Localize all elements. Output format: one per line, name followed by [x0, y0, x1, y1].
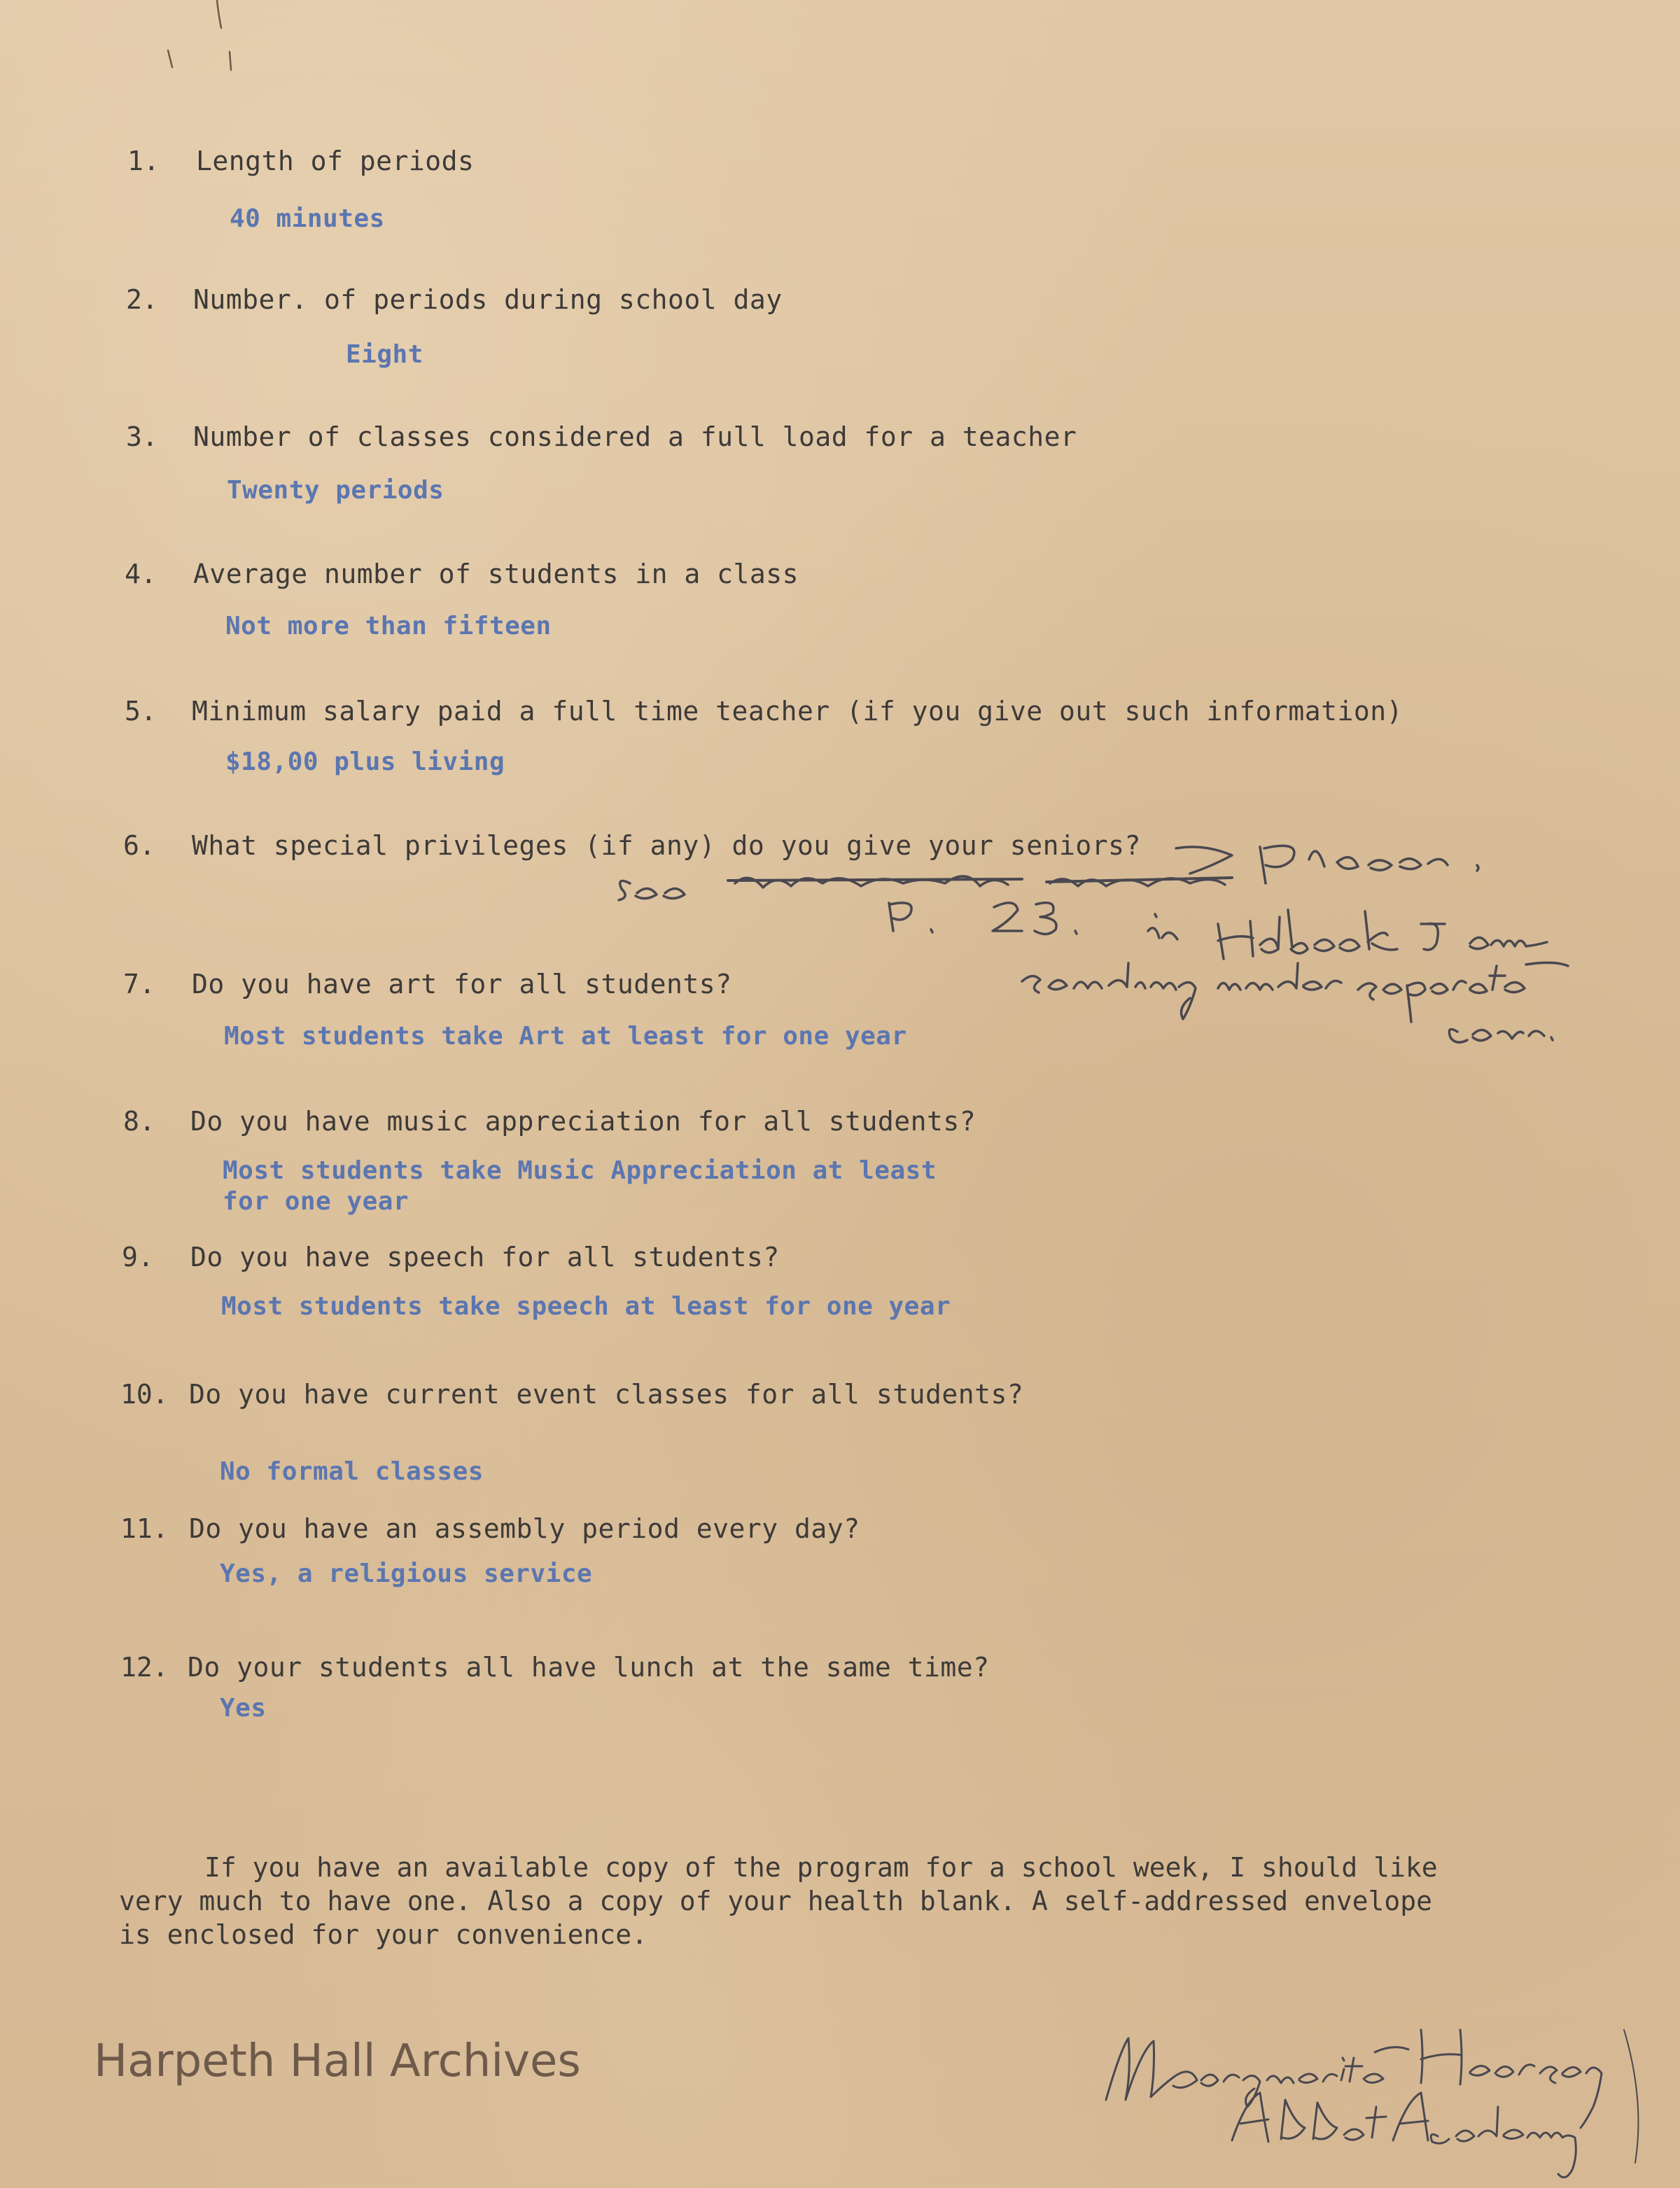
answer-8-line-1: Most students take Music Appreciation at least [223, 1156, 937, 1185]
question-1-text: Length of periods [196, 146, 475, 176]
question-12-number: 12. [120, 1652, 169, 1683]
answer-12: Yes [220, 1694, 267, 1723]
closing-line-3: is enclosed for your convenience. [119, 1919, 648, 1950]
question-4-number: 4. [125, 559, 157, 589]
answer-7: Most students take Art at least for one year [224, 1022, 907, 1051]
question-10-text: Do you have current event classes for all students? [189, 1379, 1024, 1410]
question-6-number: 6. [123, 830, 155, 861]
question-10-number: 10. [120, 1379, 169, 1410]
answer-3: Twenty periods [227, 476, 444, 505]
question-3-text: Number of classes considered a full load for a teacher [193, 421, 1077, 452]
answer-4: Not more than fifteen [225, 612, 552, 640]
question-11-text: Do you have an assembly period every day? [189, 1513, 860, 1544]
question-2-text: Number. of periods during school day [193, 284, 783, 315]
closing-paragraph [119, 1851, 1589, 1951]
question-2-number: 2. [126, 284, 158, 315]
answer-9: Most students take speech at least for one year [221, 1292, 951, 1321]
question-3-number: 3. [126, 421, 158, 452]
question-11-number: 11. [120, 1513, 169, 1544]
question-12-text: Do your students all have lunch at the same time? [188, 1652, 990, 1683]
signature [1106, 2030, 1638, 2178]
question-9-text: Do you have speech for all students? [190, 1242, 780, 1272]
archive-watermark: Harpeth Hall Archives [94, 2035, 581, 2087]
answer-1: 40 minutes [230, 204, 385, 233]
question-9-number: 9. [122, 1242, 154, 1272]
question-7-text: Do you have art for all students? [192, 969, 732, 1000]
question-5-number: 5. [125, 696, 157, 727]
question-6-text: What special privileges (if any) do you give your seniors? [192, 830, 1141, 861]
question-4-text: Average number of students in a class [193, 559, 799, 589]
answer-5: $18,00 plus living [225, 748, 505, 776]
question-1-number: 1. [127, 146, 160, 176]
answer-8-line-2: for one year [223, 1187, 410, 1216]
answer-11: Yes, a religious service [220, 1559, 593, 1588]
paper-scratches [168, 0, 231, 70]
answer-10: No formal classes [220, 1457, 484, 1486]
question-7-number: 7. [123, 969, 155, 1000]
closing-line-1: If you have an available copy of the program for a school week, I should like [204, 1852, 1438, 1883]
question-8-number: 8. [123, 1106, 155, 1137]
answer-2: Eight [346, 340, 424, 369]
question-8-text: Do you have music appreciation for all students? [190, 1106, 976, 1137]
handwritten-note [619, 846, 1568, 1042]
closing-line-2: very much to have one. Also a copy of your health blank. A self-addressed envelope [119, 1886, 1432, 1916]
question-5-text: Minimum salary paid a full time teacher (if you give out such information) [192, 696, 1403, 727]
